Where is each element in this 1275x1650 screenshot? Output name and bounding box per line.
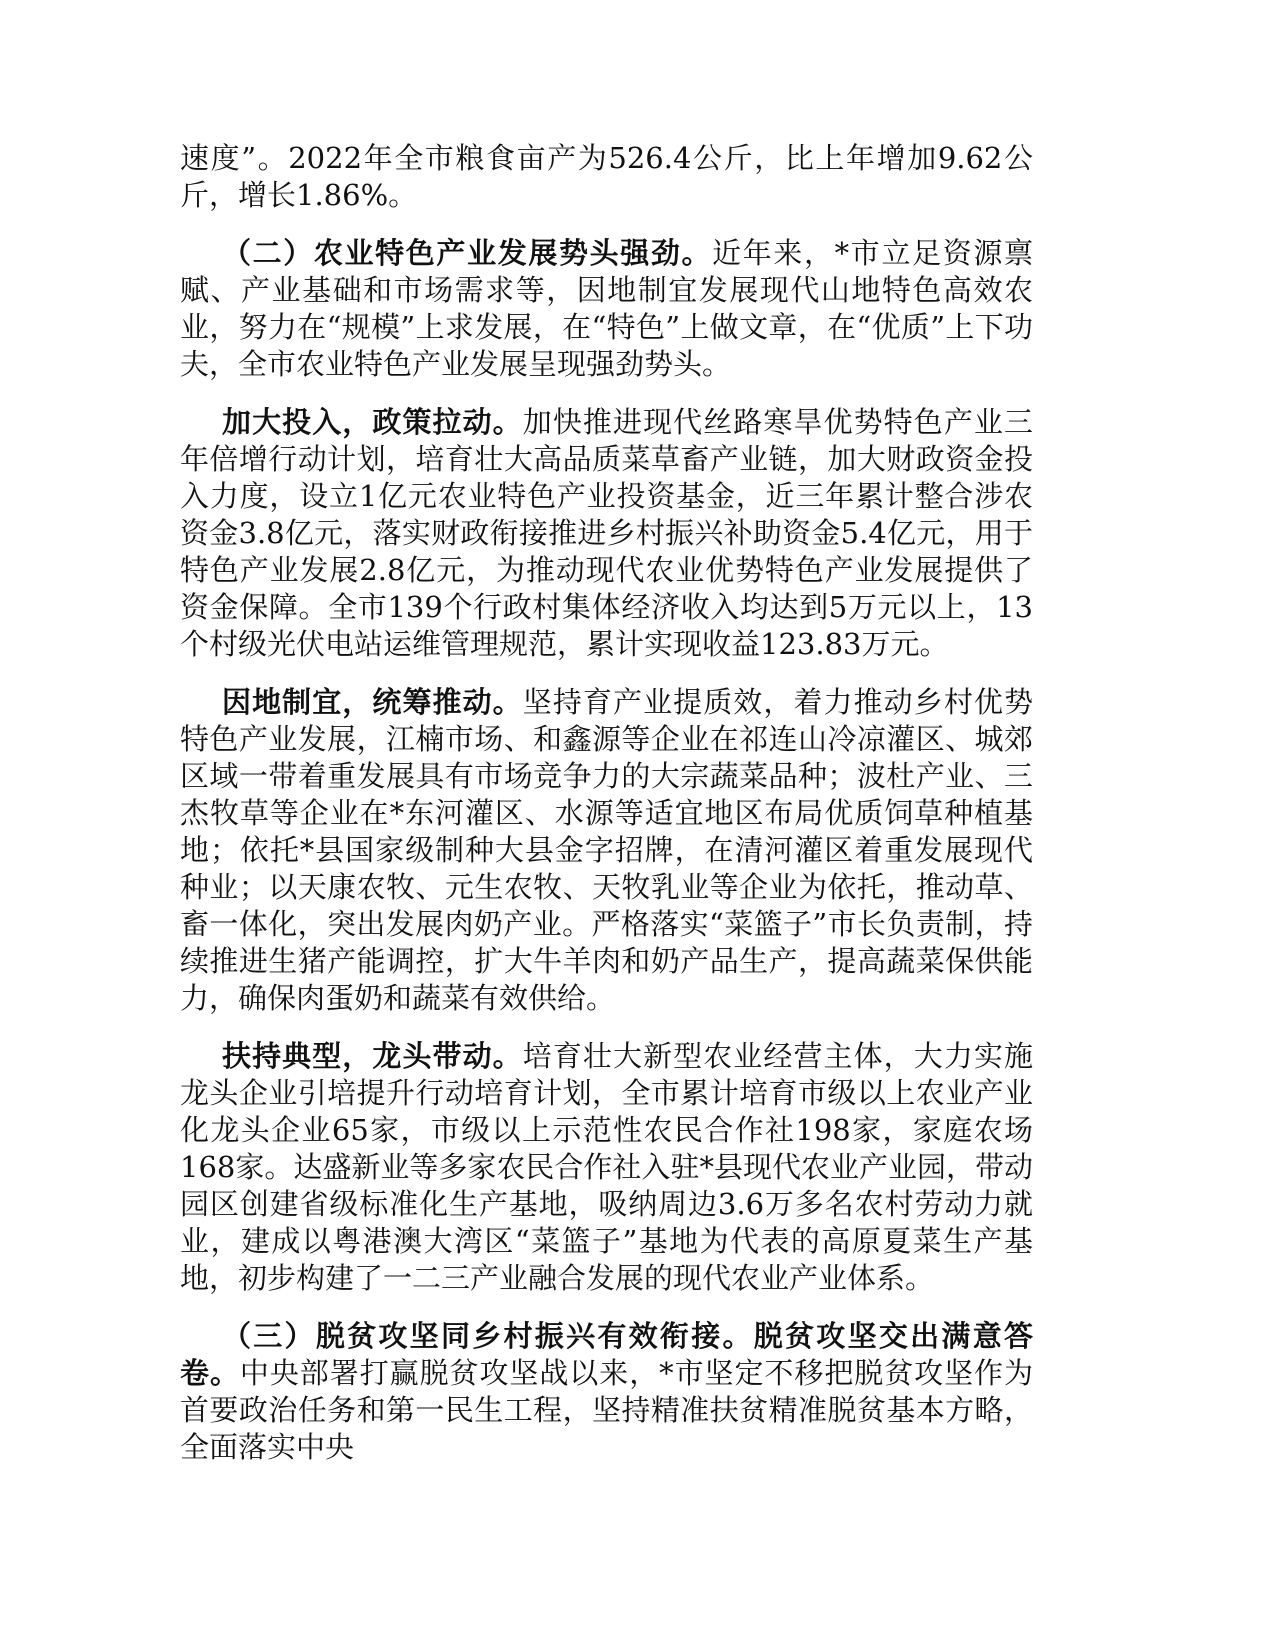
document-page — [180, 140, 1033, 1487]
paragraph-lead: 扶持典型，龙头带动。 — [222, 1039, 523, 1073]
paragraph-body: 加快推进现代丝路寒旱优势特色产业三年倍增行动计划，培育壮大高品质菜草畜产业链，加大财政资金投入力度，设立1亿元农业特色产业投资基金，近三年累计整合涉农资金3.8亿元，落实财政衔接推进乡村振兴补助资金5.4亿元，用于特色产业发展2.8亿元，为推动现代农业优势特色产业发展提供了资金保障。全市139个行政村集体经济收入均达到5万元以上，13个村级光伏电站运维管理规范，累计实现收益123.83万元。 — [180, 405, 1033, 661]
paragraph-leading-enterprises — [180, 1038, 1033, 1297]
paragraph-body: 坚持育产业提质效，着力推动乡村优势特色产业发展，江楠市场、和鑫源等企业在祁连山冷凉灌区、城郊区域一带着重发展具有市场竞争力的大宗蔬菜品种；波杜产业、三杰牧草等企业在*东河灌区、水源等适宜地区布局优质饲草种植基地；依托*县国家级制种大县金字招牌，在清河灌区着重发展现代种业；以天康农牧、元生农牧、天牧乳业等企业为依托，推动草、畜一体化，突出发展肉奶产业。严格落实“菜篮子”市长负责制，持续推进生猪产能调控，扩大牛羊肉和奶产品生产，提高蔬菜保供能力，确保肉蛋奶和蔬菜有效供给。 — [180, 685, 1033, 1015]
paragraph-local-conditions — [180, 684, 1033, 1017]
paragraph-body: 近年来，*市立足资源禀赋、产业基础和市场需求等，因地制宜发展现代山地特色高效农业，努力在“规模”上求发展，在“特色”上做文章，在“优质”上下功夫，全市农业特色产业发展呈现强劲势头。 — [180, 236, 1033, 381]
paragraph-section-two — [180, 235, 1033, 383]
paragraph-lead: 因地制宜，统筹推动。 — [222, 685, 523, 719]
paragraph-section-three — [180, 1318, 1033, 1466]
paragraph-body: 培育壮大新型农业经营主体，大力实施龙头企业引培提升行动培育计划，全市累计培育市级以上农业产业化龙头企业65家，市级以上示范性农民合作社198家，家庭农场168家。达盛新业等多家农民合作社入驻*县现代农业产业园，带动园区创建省级标准化生产基地，吸纳周边3.6万多名农村劳动力就业，建成以粤港澳大湾区“菜篮子”基地为代表的高原夏菜生产基地，初步构建了一二三产业融合发展的现代农业产业体系。 — [180, 1039, 1033, 1295]
section-heading: （三）脱贫攻坚同乡村振兴有效衔接。脱贫攻坚交出满意答卷。 — [180, 1319, 1033, 1390]
paragraph-body: 速度”。2022年全市粮食亩产为526.4公斤，比上年增加9.62公斤，增长1.86%。 — [180, 141, 1033, 212]
section-heading: （二）农业特色产业发展势头强劲。 — [222, 236, 713, 270]
paragraph-grain-yield — [180, 140, 1033, 214]
paragraph-policy-investment — [180, 404, 1033, 663]
paragraph-lead: 加大投入，政策拉动。 — [222, 405, 523, 439]
paragraph-body: 中央部署打赢脱贫攻坚战以来，*市坚定不移把脱贫攻坚作为首要政治任务和第一民生工程，坚持精准扶贫精准脱贫基本方略，全面落实中央 — [180, 1356, 1033, 1464]
